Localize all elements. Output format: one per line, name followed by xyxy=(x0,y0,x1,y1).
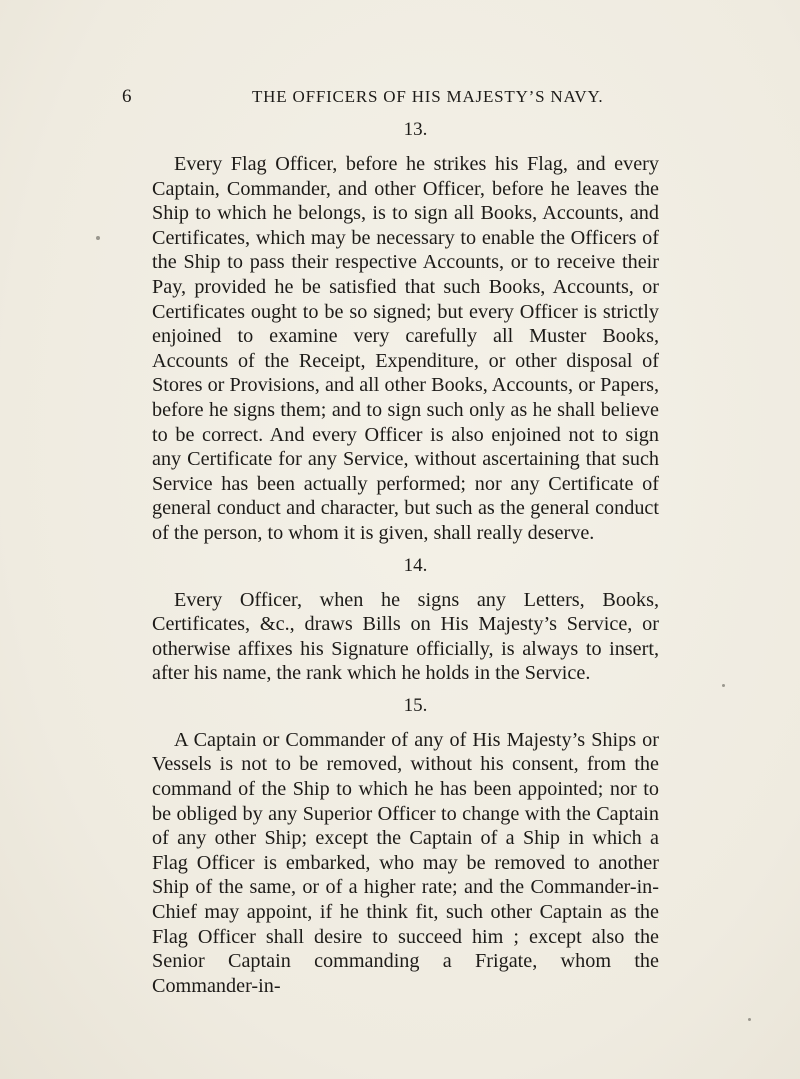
body-text xyxy=(152,118,659,1006)
section-paragraph: Every Flag Officer, before he strikes his Flag, and every Captain, Commander, and other Officer, before he leaves the Ship to which he belongs, is to sign all Books, Accounts, and Certificates, which may be necessary to enable the Officers of the Ship to pass their respective Accounts, or to receive their Pay, provided he be satisfied that such Books, Accounts, or Certificates ought to be so signed; but every Officer is strictly enjoined to examine very carefully all Muster Books, Accounts of the Receipt, Expenditure, or other disposal of Stores or Provisions, and all other Books, Accounts, or Papers, before he signs them; and to sign such only as he shall believe to be correct. And every Officer is also enjoined not to sign any Certificate for any Service, without ascertaining that such Service has been actually performed; nor any Certificate of general conduct and character, but such as the general conduct of the person, to whom it is given, shall really deserve. xyxy=(152,153,659,544)
section-paragraph: Every Officer, when he signs any Letters, Books, Certificates, &c., draws Bills on His Majesty’s Service, or otherwise affixes his Signature officially, is always to insert, after his name, the rank which he holds in the Service. xyxy=(152,588,659,685)
paper-speck xyxy=(722,684,725,687)
section-number: 13. xyxy=(403,119,428,140)
paper-speck xyxy=(96,236,100,240)
page-number: 6 xyxy=(122,86,133,107)
section-number: 15. xyxy=(403,694,428,716)
running-head xyxy=(122,86,682,116)
paper-speck xyxy=(748,1018,751,1021)
section-number: 14. xyxy=(403,554,428,576)
running-title: THE OFFICERS OF HIS MAJESTY’S NAVY. xyxy=(252,87,604,106)
section-paragraph: A Captain or Commander of any of His Majesty’s Ships or Vessels is not to be removed, without his consent, from the command of the Ship to which he has been appointed; nor to be obliged by any Superior Officer to change with the Captain of any other Ship; except the Captain of a Ship in which a Flag Officer is embarked, who may be removed to another Ship of the same, or of a higher rate; and the Commander-in-Chief may appoint, if he think fit, such other Captain as the Flag Officer shall desire to succeed him ; except also the Senior Captain commanding a Frigate, whom the Commander-in- xyxy=(152,728,659,997)
